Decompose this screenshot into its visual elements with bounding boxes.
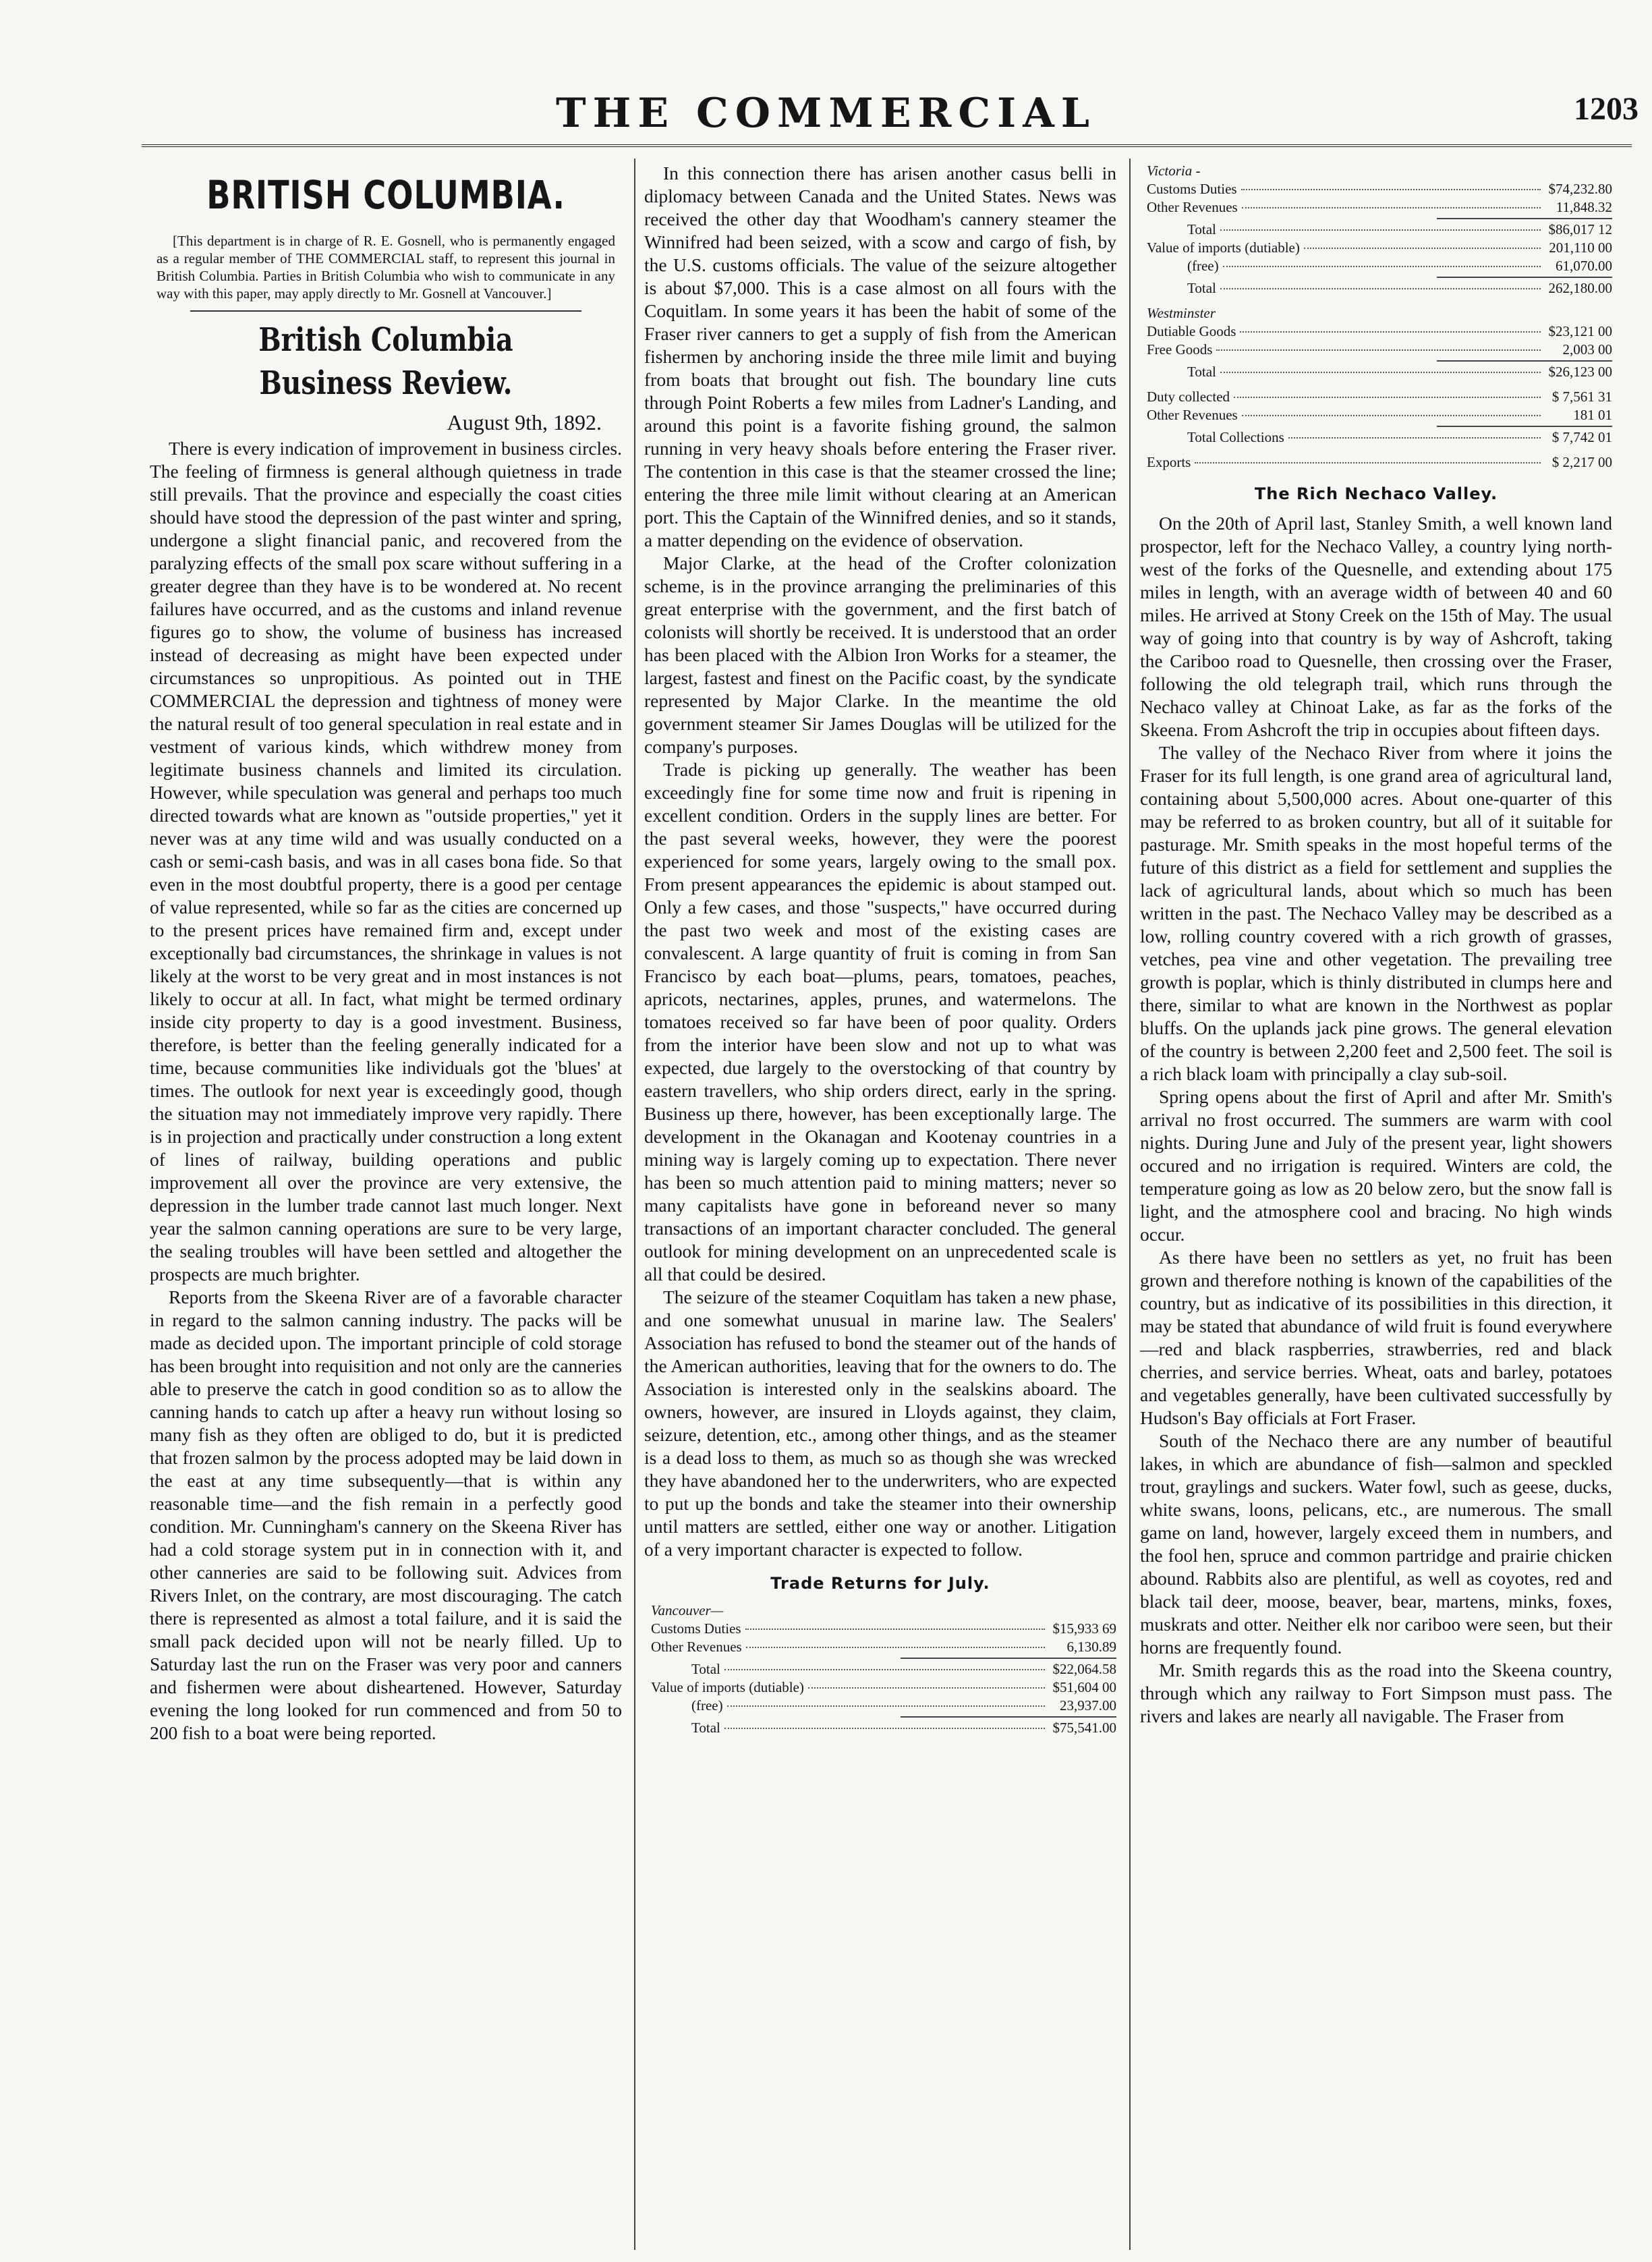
column-3 xyxy=(1140,162,1612,2253)
table-label: (free) xyxy=(691,1697,723,1714)
table-value: 181 01 xyxy=(1573,407,1612,423)
article-paragraph: As there have been no settlers as yet, no fruit has been grown and therefore nothing is known of the capabilities of the country, but as indicative of its possibilities in this direction, it may be stated that abundance of wild fruit is found everywhere—red and black raspberries, strawberries, red and black cherries, and service berries. Wheat, oats and barley, potatoes and vegetables generally, have been cultivated successfully by Hudson's Bay officials at Fort Fraser. xyxy=(1140,1247,1612,1428)
table-label: Free Goods xyxy=(1147,341,1213,358)
table-value: 201,110 00 xyxy=(1549,239,1612,256)
table-row xyxy=(644,1620,1116,1638)
table-row xyxy=(1140,363,1612,381)
trade-returns-title: Trade Returns for July. xyxy=(770,1574,990,1593)
table-label: Other Revenues xyxy=(1147,407,1238,423)
article-paragraph: Reports from the Skeena River are of a favorable character in regard to the salmon canning industry. The packs will be made as decided upon. The important principle of cold storage has been brought into requisition and not only are the canneries able to preserve the catch in good condition so as to allow the canning hands to catch up after a heavy run without losing so many fish as they often are obliged to do, but it is predicted that frozen salmon by the process adopted may be laid down in the east at any time subsequently—that is within any reasonable time—and the fish remain in a perfectly good condition. Mr. Cunningham's cannery on the Skeena River has had a cold storage system put in in connection with it, and other canneries are said to be following suit. Advices from Rivers Inlet, on the contrary, are most discouraging. The catch there is represented as almost a total failure, and it is said the small pack decided upon will not be nearly filled. Up to Saturday last the run on the Fraser was very poor and canners and fishermen were about disheartened. However, Saturday evening the long looked for run commenced and from 50 to 200 fish to a boat were being reported. xyxy=(150,1286,622,1743)
table-value: $26,123 00 xyxy=(1548,364,1612,380)
review-date: August 9th, 1892. xyxy=(447,410,602,434)
table-row xyxy=(1140,180,1612,198)
column-1 xyxy=(150,162,622,2253)
article-paragraph: South of the Nechaco there are any number of beautiful lakes, in which are abundance of fish—salmon and speckled trout, graylings and suckers. Water fowl, such as geese, ducks, white swans, loons, pelicans, etc., are numerous. The small game on land, however, largely exceed them in numbers, and the fool hen, spruce and common partridge and prairie chicken abound. Rabbits also are plentiful, as well as coyotes, red and black tail deer, moose, beaver, bear, martens, minks, foxes, muskrats and otter. Neither elk nor cariboo were seen, but their horns are frequently found. xyxy=(1140,1430,1612,1658)
article-paragraph: Major Clarke, at the head of the Crofter colonization scheme, is in the province arranging the preliminaries of this great enterprise with the government, and the first batch of colonists will shortly be received. It is understood that an order has been placed with the Albion Iron Works for a steamer, the largest, fastest and finest on the Pacific coast, by the syndicate represented by Major Clarke. In the meantime the old government steamer Sir James Douglas will be utilized for the company's purposes. xyxy=(644,553,1116,757)
table-row xyxy=(644,1697,1116,1715)
table-label: Victoria - xyxy=(1147,163,1201,179)
table-label: Dutiable Goods xyxy=(1147,323,1236,339)
trade-returns-westminster xyxy=(1140,304,1612,472)
sum-rule xyxy=(901,1716,1116,1718)
review-title: British Columbia Business Review. xyxy=(258,321,513,402)
table-label: Duty collected xyxy=(1147,389,1230,405)
section-title: BRITISH COLUMBIA. xyxy=(206,172,565,218)
table-label: Value of imports (dutiable) xyxy=(1147,239,1300,256)
article-paragraph: On the 20th of April last, Stanley Smith, a well known land prospector, left for the Nechaco Valley, a country lying north-west of the forks of the Quesnelle, and extending about 175 miles in length, with an average width of between 40 and 60 miles. He arrived at Stony Creek on the 15th of May. The usual way of going into that country is by way of Ashcroft, taking the Cariboo road to Quesnelle, then crossing over the Fraser, following the old telegraph trail, which runs through the Nechaco valley at Chinoat Lake, as far as the forks of the Skeena. From Ashcroft the trip in occupies about fifteen days. xyxy=(1140,513,1612,740)
table-value: 6,130.89 xyxy=(1066,1639,1116,1655)
table-value: $22,064.58 xyxy=(1052,1661,1116,1677)
table-label: Exports xyxy=(1147,454,1191,470)
table-value: 61,070.00 xyxy=(1556,258,1612,274)
article-paragraph: The seizure of the steamer Coquitlam has taken a new phase, and one somewhat unusual in marine law. The Sealers' Association has refused to bond the steamer out of the hands of the American authorities, leaving that for the owners to do. The Association is interested only in the sealskins aboard. The owners, however, are insured in Lloyds against, they claim, seizure, detention, etc., among other things, and as the steamer is a dead loss to them, as much so as though she was wrecked they have abandoned her to the underwriters, who are expected to put up the bonds and take the steamer into their ownership until matters are settled, either one way or another. Litigation of a very important character is expected to follow. xyxy=(644,1286,1116,1560)
column-divider xyxy=(634,159,635,2250)
masthead xyxy=(0,86,1652,140)
table-value: $23,121 00 xyxy=(1548,323,1612,339)
table-value: 23,937.00 xyxy=(1060,1697,1116,1714)
table-row xyxy=(1140,257,1612,275)
table-label: Customs Duties xyxy=(1147,181,1237,197)
column-2 xyxy=(644,162,1116,2253)
masthead-rule xyxy=(142,144,1632,147)
table-row xyxy=(1140,453,1612,472)
nechaco-title: The Rich Nechaco Valley. xyxy=(1254,484,1498,503)
column-divider xyxy=(1129,159,1131,2250)
table-label: Total xyxy=(1187,221,1216,237)
sum-rule xyxy=(1437,426,1612,427)
divider xyxy=(190,310,581,312)
table-row xyxy=(1140,428,1612,447)
trade-returns-victoria xyxy=(1140,162,1612,298)
article-paragraph: The valley of the Nechaco River from where it joins the Fraser for its full length, is one grand area of agricultural land, containing about 5,500,000 acres. About one-quarter of this may be referred to as broken country, but all of it suitable for pasturage. Mr. Smith speaks in the most hopeful terms of the future of this district as a field for settlement and supplies the lack of agricultural lands, about which so much has been written in the past. The Nechaco Valley may be described as a low, rolling country covered with a rich growth of grasses, vetches, pea vine and other vegetation. The prevailing tree growth is poplar, which is thinly distributed in clumps here and there, similar to what are known in the Northwest as poplar bluffs. On the uplands jack pine grows. The general elevation of the country is between 2,200 feet and 2,500 feet. The soil is a rich black loam with principally a clay sub-soil. xyxy=(1140,742,1612,1084)
table-label: Other Revenues xyxy=(1147,199,1238,215)
table-label: Total xyxy=(1187,280,1216,296)
table-value: 2,003 00 xyxy=(1562,341,1612,358)
table-label: Vancouver— xyxy=(651,1602,724,1618)
table-label: Total xyxy=(691,1720,720,1736)
table-label: Other Revenues xyxy=(651,1639,742,1655)
article-paragraph: Spring opens about the first of April and after Mr. Smith's arrival no frost occurred. The summers are warm with cool nights. During June and July of the present year, light showers occured and no irrigation is required. Winters are cold, the temperature going as low as 20 below zero, but the snow fall is light, and the atmosphere cool and bracing. No high winds occur. xyxy=(1140,1086,1612,1245)
table-row xyxy=(1140,279,1612,298)
sum-rule xyxy=(1437,360,1612,362)
table-row xyxy=(644,1719,1116,1737)
table-value: $15,933 69 xyxy=(1052,1620,1116,1637)
newspaper-title: THE COMMERCIAL xyxy=(556,90,1096,137)
table-row xyxy=(644,1660,1116,1678)
table-label: Total xyxy=(1187,364,1216,380)
article-paragraph: Mr. Smith regards this as the road into the Skeena country, through which any railway to Fort Simpson must pass. The rivers and lakes are nearly all navigable. The Fraser from xyxy=(1140,1660,1612,1726)
table-row xyxy=(1140,198,1612,217)
table-value: 11,848.32 xyxy=(1556,199,1612,215)
table-label: Total Collections xyxy=(1187,429,1284,445)
table-row xyxy=(1140,221,1612,239)
table-label: Value of imports (dutiable) xyxy=(651,1679,804,1695)
table-label: Westminster xyxy=(1147,305,1216,321)
table-label: (free) xyxy=(1187,258,1219,274)
table-row xyxy=(644,1678,1116,1697)
table-value: 262,180.00 xyxy=(1548,280,1612,296)
article-paragraph: In this connection there has arisen another casus belli in diplomacy between Canada and the United States. News was received the other day that Woodham's cannery steamer the Winnifred had been seized, with a scow and cargo of fish, by the U.S. customs officials. The value of the seizure altogether is about $7,000. This is a case almost on all fours with the Coquitlam. In some years it has been the habit of some of the Fraser river canners to get a supply of fish from the American fishermen by anchoring inside the three mile limit and buying from boats that brought out fish. The boundary line cuts through Point Roberts a few miles from Ladner's Landing, and around this point is a favorite fishing ground, the salmon running in very heavy shoals before entering the Fraser river. The contention in this case is that the steamer crossed the line; entering the three mile limit without clearing at an American port. This the Captain of the Winnifred denies, and so it stands, a matter depending on the evidence of observation. xyxy=(644,163,1116,550)
table-row xyxy=(1140,239,1612,257)
page-number: 1203 xyxy=(1574,91,1639,127)
table-row xyxy=(1140,322,1612,341)
table-value: $86,017 12 xyxy=(1548,221,1612,237)
article-paragraph: There is every indication of improvement in business circles. The feeling of firmness is general although quietness in trade still prevails. That the province and especially the coast cities should have stood the depression of the past winter and spring, undergone a slight financial panic, and recovered from the paralyzing effects of the small pox scare without suffering in a greater degree than they have is to be wondered at. No recent failures have occurred, and as the customs and inland revenue figures go to show, the volume of business has increased instead of decreasing as might have been expected under circumstances so unpropitious. As pointed out in THE COMMERCIAL the depression and tightness of money were the natural result of too general speculation in real estate and in vestment of various kinds, which withdrew money from legitimate business channels and limited its circulation. However, while speculation was general and perhaps too much directed towards what are known as "outside properties," yet it never was at any time wild and was usually conducted on a cash or semi-cash basis, and was in all cases bona fide. So that even in the most doubtful property, there is a good per centage of value represented, while so far as the cities are concerned up to the present prices have remained firm and, except under exceptionally bad circumstances, the shrinkage in values is not likely at the worst to be very great and in most instances is not likely to occur at all. In fact, what might be termed ordinary inside city property to day is a good investment. Business, therefore, is better than the feeling generally indicated for a time, because communities like individuals got the 'blues' at times. The outlook for next year is exceedingly good, though the situation may not immediately improve very rapidly. There is in projection and practically under construction a long extent of lines of railway, building operations and public improvement all over the province are very extensive, the depression in the lumber trade cannot last much longer. Next year the salmon canning operations are sure to be very large, the sealing troubles will have been settled and altogether the prospects are much brighter. xyxy=(150,438,622,1284)
table-value: $ 2,217 00 xyxy=(1551,454,1612,470)
table-value: $ 7,742 01 xyxy=(1551,429,1612,445)
article-paragraph: Trade is picking up generally. The weather has been exceedingly fine for some time now and fruit is ripening in excellent condition. Orders in the supply lines are better. For the past several weeks, however, they were the poorest experienced for some years, largely owing to the small pox. From present appearances the epidemic is about stamped out. Only a few cases, and those "suspects," have occurred during the past two week and most of the existing cases are convalescent. A large quantity of fruit is coming in from San Francisco by each boat—plums, pears, tomatoes, peaches, apricots, nectarines, apples, prunes, and watermelons. The tomatoes received so far have been of poor quality. Orders from the interior have been slow and not up to what was expected, due largely to the overstocking of that country by eastern travellers, who ship orders direct, early in the spring. Business up there, however, has been exceptionally large. The development in the Okanagan and Kootenay countries in a mining way is largely coming up to expectation. There never has been so much attention paid to mining matters; never so many capitalists have gone in beforeand never so many transactions of an important character concluded. The general outlook for mining development on an unprecedented scale is all that could be desired. xyxy=(644,759,1116,1284)
sum-rule xyxy=(1437,277,1612,278)
editor-note: [This department is in charge of R. E. Gosnell, who is permanently engaged as a regular member of THE COMMERCIAL staff, to represent this journal in British Columbia. Parties in British Columbia who wish to communicate in any way with this paper, may apply directly to Mr. Gosnell at Vancouver.] xyxy=(156,233,615,302)
table-value: $ 7,561 31 xyxy=(1551,389,1612,405)
table-row xyxy=(1140,388,1612,406)
sum-rule xyxy=(1437,218,1612,219)
trade-returns-vancouver xyxy=(644,1602,1116,1737)
table-row xyxy=(1140,341,1612,359)
table-label: Customs Duties xyxy=(651,1620,741,1637)
table-row xyxy=(644,1638,1116,1656)
table-row xyxy=(1140,406,1612,424)
sum-rule xyxy=(901,1658,1116,1659)
table-value: $51,604 00 xyxy=(1052,1679,1116,1695)
table-value: $75,541.00 xyxy=(1052,1720,1116,1736)
table-label: Total xyxy=(691,1661,720,1677)
table-value: $74,232.80 xyxy=(1548,181,1612,197)
